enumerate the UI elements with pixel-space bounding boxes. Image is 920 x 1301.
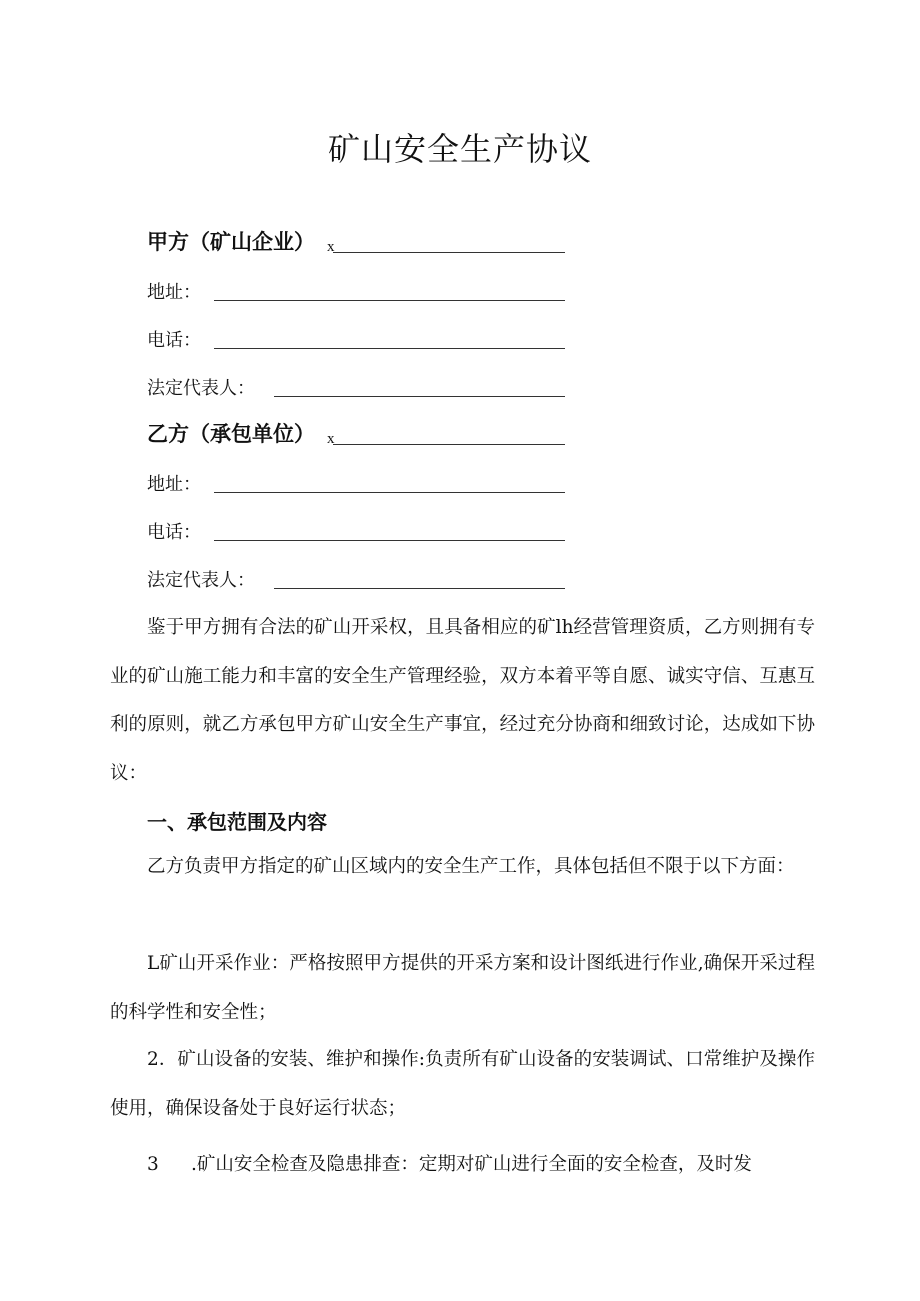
intro-paragraph: 鉴于甲方拥有合法的矿山开采权，且具备相应的矿lh经营管理资质，乙方则拥有专业的矿山施工能力和丰富的安全生产管理经验，双方本着平等自愿、诚实守信、互惠互利的原则，就乙方承包甲方矿山安全生产事宜，经过充分协商和细致讨论，达成如下协议： <box>110 617 815 784</box>
party-b-phone-label: 电话： <box>147 522 201 543</box>
party-a-phone-line[interactable] <box>214 348 565 349</box>
section-1-item-2: 2．矿山设备的安装、维护和操作:负责所有矿山设备的安装调试、口常维护及操作使用，确保设备处于良好运行状态； <box>110 1049 815 1119</box>
section-1-item-3 <box>147 1150 817 1176</box>
section-1-lead: 乙方负责甲方指定的矿山区域内的安全生产工作，具体包括但不限于以下方面： <box>147 856 795 877</box>
party-b-phone-row <box>147 514 201 544</box>
party-b-rep-label: 法定代表人： <box>147 570 255 591</box>
party-b-address-line[interactable] <box>214 492 565 493</box>
party-a-address-line[interactable] <box>214 300 565 301</box>
party-a-name-line[interactable] <box>333 252 565 253</box>
party-a-row <box>147 226 339 256</box>
party-a-address-row <box>147 274 201 304</box>
party-b-mark: x <box>327 431 335 447</box>
party-b-rep-line[interactable] <box>274 588 565 589</box>
party-b-phone-line[interactable] <box>214 540 565 541</box>
party-b-name-line[interactable] <box>333 444 565 445</box>
party-a-rep-line[interactable] <box>274 396 565 397</box>
party-a-phone-row <box>147 322 201 352</box>
section-1-heading: 一、承包范围及内容 <box>147 810 327 834</box>
party-b-rep-row <box>147 562 255 592</box>
party-b-address-label: 地址： <box>147 474 201 495</box>
party-a-label: 甲方（矿山企业） <box>147 230 315 254</box>
section-1-item-3-text: .矿山安全检查及隐患排查：定期对矿山进行全面的安全检查，及时发 <box>191 1154 752 1175</box>
party-b-row <box>147 418 339 448</box>
party-a-address-label: 地址： <box>147 282 201 303</box>
party-a-rep-row <box>147 370 255 400</box>
party-a-phone-label: 电话： <box>147 330 201 351</box>
party-b-address-row <box>147 466 201 496</box>
party-b-label: 乙方（承包单位） <box>147 422 315 446</box>
document-title: 矿山安全生产协议 <box>327 130 592 168</box>
section-1-item-3-number: 3 <box>147 1154 159 1175</box>
section-1-item-1: L矿山开采作业：严格按照甲方提供的开采方案和设计图纸进行作业,确保开采过程的科学性和安全性； <box>110 953 815 1023</box>
party-a-mark: x <box>327 239 335 255</box>
party-a-rep-label: 法定代表人： <box>147 378 255 399</box>
